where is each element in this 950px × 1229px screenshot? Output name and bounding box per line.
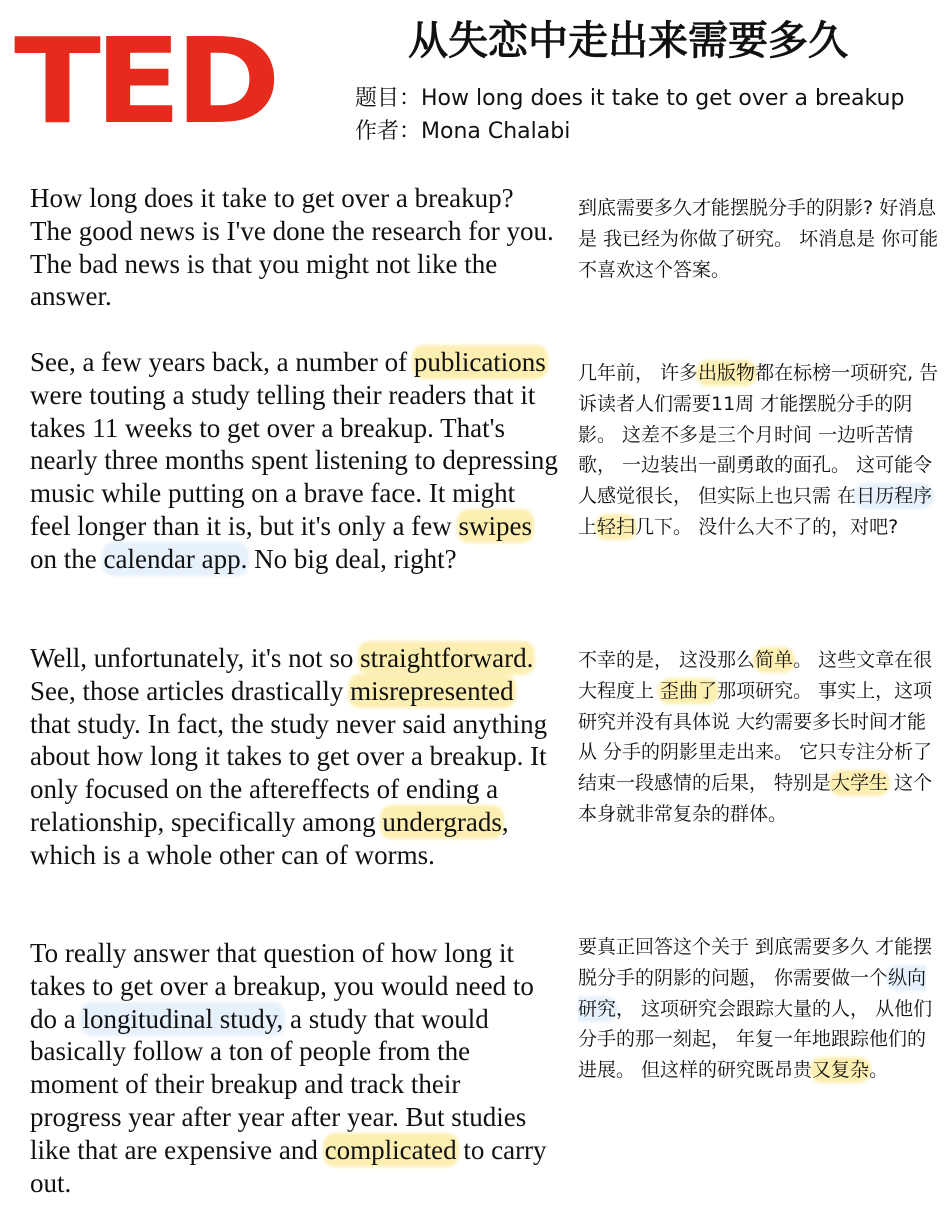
text-run: 几年前， 许多 [578,362,699,384]
highlighted-term-blue: calendar app. [103,543,248,574]
ted-logo: TED [14,12,275,150]
text-run: were touting a study telling their readers that it takes 11 weeks to get over a breakup. That's nearly three months spent listening to depressing music while putting on a brave face. It might feel longer than it is, but it's only a few [30,379,558,541]
text-run: No big deal, right? [247,543,457,574]
text-run: 。 [869,1059,889,1082]
highlighted-term: 出版物 [698,362,756,384]
text-run: 。 这些文章在很大程度上 [578,649,933,702]
highlighted-term: swipes [458,510,533,541]
english-paragraph-4 [30,937,558,1199]
text-run: , which is a whole other can of worms. [30,806,509,870]
text-run: 不幸的是， 这没那么 [578,649,756,671]
highlighted-term: 歪曲了 [660,679,718,702]
highlighted-term: complicated [324,1134,457,1165]
text-run: 到底需要多久才能摆脱分手的阴影? 好消息是 我已经为你做了研究。 坏消息是 你可能不喜欢这个答案。 [578,197,939,281]
author-label: 作者： [355,119,422,144]
highlighted-term: 又复杂 [812,1059,870,1082]
text-run: ， 这项研究会跟踪大量的人， 从他们分手的那一刻起， 年复一年地跟踪他们的进展。 但这样的研究既昂贵 [578,997,933,1082]
text-run: 都在标榜一项研究, 告诉读者人们需要11周 才能摆脱分手的阴影。 这差不多是三个月时间 一边听苦情歌， 一边装出一副勇敢的面孔。 这可能令人感觉很长， 但实际上也只需 在 [578,362,939,508]
text-run: 要真正回答这个关于 到底需要多久 才能摆脱分手的阴影的问题， 你需要做一个 [578,936,933,989]
text-run: on the [30,543,104,574]
chinese-paragraph-2 [578,358,940,543]
text-run: See, those articles drastically [30,675,351,706]
text-run: 这个本身就非常复杂的群体。 [578,772,933,825]
highlighted-term-blue: 纵向研究 [578,966,927,1020]
chinese-paragraph-3 [578,645,940,830]
text-run: How long does it take to get over a breakup? The good news is I've done the research for you. The bad news is that you might not like the answer. [30,183,554,312]
highlighted-term: 轻扫 [597,515,636,538]
text-run: Well, unfortunately, it's not so [30,643,361,673]
highlighted-term: straightforward. [360,643,534,673]
text-run: 那项研究。 事实上，这项研究并没有具体说 大约需要多长时间才能从 分手的阴影里走出来。 它只专注分析了 结束一段感情的后果， 特别是 [578,679,933,795]
highlighted-term: misrepresented [350,675,514,706]
highlighted-term: publications [413,347,546,377]
text-run: 上 [578,515,598,538]
highlighted-term-blue: longitudinal study, [82,1003,284,1034]
chinese-paragraph-4 [578,932,940,1086]
highlighted-term: 大学生 [831,772,889,795]
highlighted-term: 简单 [755,649,794,671]
chinese-paragraph-1 [578,193,940,285]
highlighted-term-blue: 日历程序 [856,485,933,508]
text-run: to carry out. [30,1134,547,1198]
author-value: Mona Chalabi [421,119,571,144]
english-paragraph-2 [30,346,558,576]
topic-line [355,84,904,114]
topic-value: How long does it take to get over a breakup [421,86,905,111]
text-run: To really answer that question of how long it takes to get over a breakup, you would need to do a [30,938,534,1034]
english-paragraph-3 [30,642,558,872]
text-run: 几下。 没什么大不了的，对吧? [635,515,899,538]
author-line [355,117,570,147]
text-run: that study. In fact, the study never said anything about how long it takes to get over a breakup. It only focused on the aftereffects of ending a relationship, specifically among [30,708,548,837]
page-title: 从失恋中走出来需要多久 [408,18,848,64]
text-run: See, a few years back, a number of [30,347,414,377]
text-run: a study that would basically follow a ton of people from the moment of their breakup and track their progress year after year after year. But studies like that are expensive and [30,1003,527,1165]
english-paragraph-1 [30,182,558,313]
highlighted-term: undergrads [382,806,502,837]
topic-label: 题目： [355,86,422,111]
